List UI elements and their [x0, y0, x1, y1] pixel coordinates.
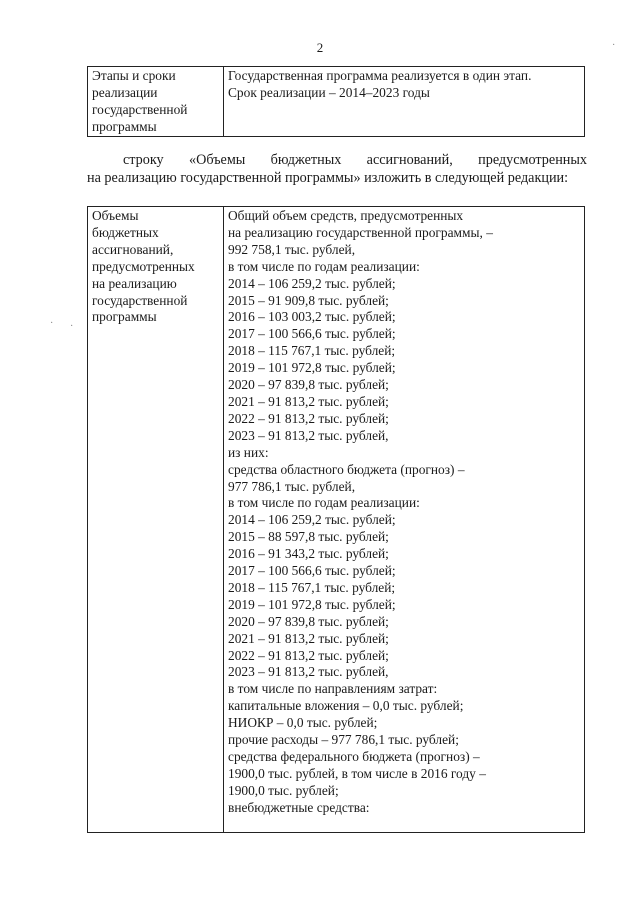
volume-value-line: 2016 – 103 003,2 тыс. рублей;: [228, 309, 396, 325]
volume-label-line: на реализацию: [92, 275, 177, 291]
table-row: [88, 207, 585, 833]
volume-value-line: НИОКР – 0,0 тыс. рублей;: [228, 715, 378, 731]
volume-value-line: 2022 – 91 813,2 тыс. рублей;: [228, 410, 389, 426]
volume-value-line: 2017 – 100 566,6 тыс. рублей;: [228, 563, 396, 579]
volume-value-line: 2021 – 91 813,2 тыс. рублей;: [228, 393, 389, 409]
volume-value-line: 977 786,1 тыс. рублей,: [228, 478, 356, 494]
volume-value-line: в том числе по годам реализации:: [228, 495, 420, 511]
volume-value-line: средства федерального бюджета (прогноз) –: [228, 749, 480, 764]
stages-value-line: Срок реализации – 2014–2023 годы: [228, 84, 430, 100]
volume-table: [87, 206, 585, 833]
volume-value-line: 2016 – 91 343,2 тыс. рублей;: [228, 546, 389, 562]
scan-speck: ·: [612, 40, 616, 51]
volume-value-line: 2015 – 91 909,8 тыс. рублей;: [228, 292, 389, 308]
scan-speck: ·: [70, 321, 74, 332]
volume-value-line: 2018 – 115 767,1 тыс. рублей;: [228, 343, 396, 359]
volume-label-line: предусмотренных: [92, 258, 195, 274]
volume-value-line: капитальные вложения – 0,0 тыс. рублей;: [228, 698, 464, 714]
stages-label-cell: [88, 67, 224, 137]
volume-label-line: программы: [92, 309, 157, 325]
stages-value-cell: [224, 67, 585, 137]
instruction-line: строку «Объемы бюджетных ассигнований, предусмотренных: [123, 152, 587, 168]
instruction-paragraph: [87, 151, 587, 187]
volume-value-line: 2020 – 97 839,8 тыс. рублей;: [228, 613, 389, 629]
volume-value-line: 2019 – 101 972,8 тыс. рублей;: [228, 360, 396, 376]
volume-label-line: ассигнований,: [92, 241, 174, 257]
volume-value-line: 2014 – 106 259,2 тыс. рублей;: [228, 512, 396, 528]
volume-value-line: из них:: [228, 444, 269, 460]
volume-value-line: 2014 – 106 259,2 тыс. рублей;: [228, 275, 396, 291]
volume-label-line: Объемы: [92, 208, 139, 223]
table-row: [88, 67, 585, 137]
volume-value-line: 2023 – 91 813,2 тыс. рублей,: [228, 427, 389, 443]
volume-value-line: на реализацию государственной программы, –: [228, 224, 493, 240]
volume-value-line: прочие расходы – 977 786,1 тыс. рублей;: [228, 732, 459, 748]
volume-value-cell: [224, 207, 585, 833]
volume-value-line: 2015 – 88 597,8 тыс. рублей;: [228, 529, 389, 545]
volume-value-line: Общий объем средств, предусмотренных: [228, 208, 464, 223]
volume-value-line: средства областного бюджета (прогноз) –: [228, 461, 465, 477]
volume-value-line: в том числе по направлениям затрат:: [228, 681, 438, 697]
stages-label-line: государственной: [92, 101, 188, 117]
page-number: 2: [316, 40, 324, 55]
volume-value-line: 1900,0 тыс. рублей, в том числе в 2016 году –: [228, 765, 486, 781]
volume-label-cell: [88, 207, 224, 833]
stages-table: [87, 66, 585, 137]
volume-value-line: 2020 – 97 839,8 тыс. рублей;: [228, 377, 389, 393]
volume-value-line: 1900,0 тыс. рублей;: [228, 782, 339, 798]
volume-value-line: 2022 – 91 813,2 тыс. рублей;: [228, 647, 389, 663]
instruction-line: на реализацию государственной программы» изложить в следующей редакции:: [87, 170, 569, 186]
stages-label-line: реализации: [92, 84, 158, 100]
volume-value-line: 2021 – 91 813,2 тыс. рублей;: [228, 630, 389, 646]
volume-value-line: 992 758,1 тыс. рублей,: [228, 241, 356, 257]
scan-speck: ·: [50, 318, 54, 329]
stages-value-line: Государственная программа реализуется в один этап.: [228, 68, 532, 83]
stages-label-line: Этапы и сроки: [92, 68, 176, 83]
volume-value-line: внебюджетные средства:: [228, 799, 370, 815]
volume-label-line: государственной: [92, 292, 188, 308]
volume-value-line: 2019 – 101 972,8 тыс. рублей;: [228, 596, 396, 612]
volume-label-line: бюджетных: [92, 224, 159, 240]
volume-value-line: 2018 – 115 767,1 тыс. рублей;: [228, 579, 396, 595]
volume-value-line: в том числе по годам реализации:: [228, 258, 420, 274]
stages-label-line: программы: [92, 118, 157, 134]
volume-value-line: 2017 – 100 566,6 тыс. рублей;: [228, 326, 396, 342]
volume-value-line: 2023 – 91 813,2 тыс. рублей,: [228, 664, 389, 680]
